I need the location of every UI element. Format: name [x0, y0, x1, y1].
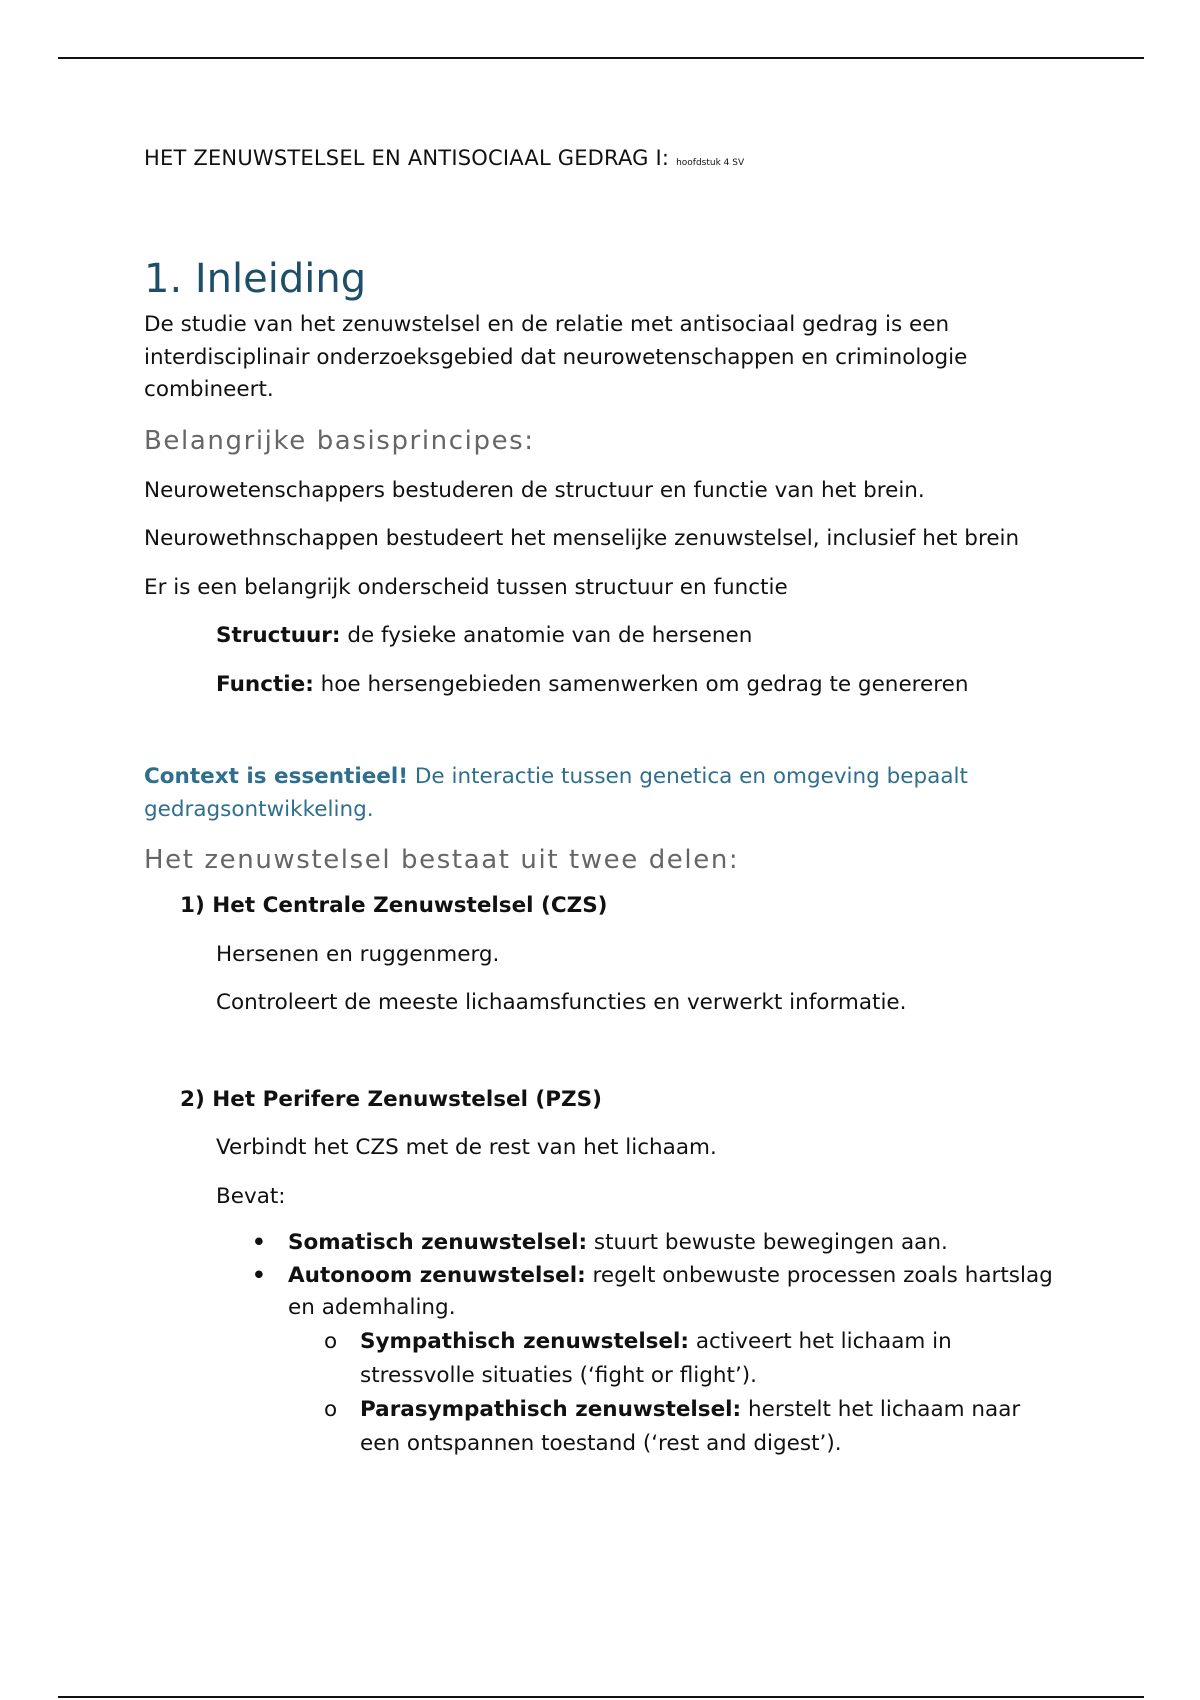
- subheading-twee-delen: Het zenuwstelsel bestaat uit twee delen:: [144, 845, 740, 875]
- document-title: [144, 140, 1064, 181]
- context-callout: [144, 761, 1064, 826]
- principle-paragraph-1: Neurowetenschappers bestuderen de structuur en functie van het brein.: [144, 477, 925, 503]
- czs-line-2: Controleert de meeste lichaamsfuncties en verwerkt informatie.: [216, 990, 907, 1015]
- bullet-icon: •: [252, 1230, 266, 1255]
- autonomic-sub-list: [324, 1325, 1064, 1461]
- czs-title: 1) Het Centrale Zenuwstelsel (CZS): [180, 893, 608, 918]
- sub-bullet-icon: o: [324, 1396, 338, 1422]
- subheading-basisprincipes: Belangrijke basisprincipes:: [144, 425, 535, 456]
- context-text: De interactie tussen genetica en omgeving bepaalt gedragsontwikkeling.: [144, 764, 968, 822]
- parasympathetic-text: herstelt het lichaam naar een ontspannen toestand (‘rest and digest’).: [360, 1396, 1021, 1456]
- sub-bullet-icon: o: [324, 1328, 338, 1354]
- autonomic-text: regelt onbewuste processen zoals hartslag en ademhaling.: [288, 1262, 1053, 1320]
- context-label: Context is essentieel!: [144, 764, 409, 789]
- pzs-title: 2) Het Perifere Zenuwstelsel (PZS): [180, 1086, 602, 1112]
- list-item: [252, 1260, 1064, 1461]
- section-heading-inleiding: 1. Inleiding: [144, 256, 367, 302]
- function-definition: [216, 669, 1064, 702]
- pzs-line-2: Bevat:: [216, 1183, 286, 1209]
- intro-paragraph: De studie van het zenuwstelsel en de relatie met antisociaal gedrag is een interdisciplinair onderzoeksgebied dat neurowetenschappen en criminologie combineert.: [144, 312, 968, 402]
- pzs-bullet-list: [252, 1227, 1064, 1461]
- principle-paragraph-3: Er is een belangrijk onderscheid tussen structuur en functie: [144, 574, 788, 600]
- list-item: [252, 1227, 1064, 1260]
- document-title-main: HET ZENUWSTELSEL EN ANTISOCIAAL GEDRAG I:: [144, 146, 670, 170]
- principle-paragraph-2: Neurowethnschappen bestudeert het menselijke zenuwstelsel, inclusief het brein: [144, 526, 1020, 551]
- structure-text: de fysieke anatomie van de hersenen: [340, 623, 753, 648]
- sympathetic-text: activeert het lichaam in stressvolle situaties (‘fight or flight’).: [360, 1328, 952, 1388]
- structure-label: Structuur:: [216, 623, 341, 648]
- autonomic-label: Autonoom zenuwstelsel:: [288, 1262, 586, 1288]
- czs-line-1: Hersenen en ruggenmerg.: [216, 941, 500, 967]
- function-label: Functie:: [216, 671, 314, 697]
- parasympathetic-label: Parasympathisch zenuwstelsel:: [360, 1396, 742, 1422]
- somatic-text: stuurt bewuste bewegingen aan.: [587, 1230, 948, 1255]
- bottom-divider: [58, 1696, 1144, 1698]
- document-page: [144, 140, 1064, 1461]
- top-divider: [58, 57, 1144, 59]
- pzs-line-1: Verbindt het CZS met de rest van het lichaam.: [216, 1135, 717, 1160]
- list-item: [324, 1325, 1064, 1393]
- sympathetic-label: Sympathisch zenuwstelsel:: [360, 1328, 690, 1354]
- document-title-subtitle: hoofdstuk 4 SV: [676, 158, 745, 168]
- structure-definition: [216, 620, 1064, 653]
- somatic-label: Somatisch zenuwstelsel:: [288, 1230, 588, 1255]
- list-item: [324, 1393, 1064, 1461]
- function-text: hoe hersengebieden samenwerken om gedrag te genereren: [313, 671, 969, 697]
- bullet-icon: •: [252, 1262, 266, 1288]
